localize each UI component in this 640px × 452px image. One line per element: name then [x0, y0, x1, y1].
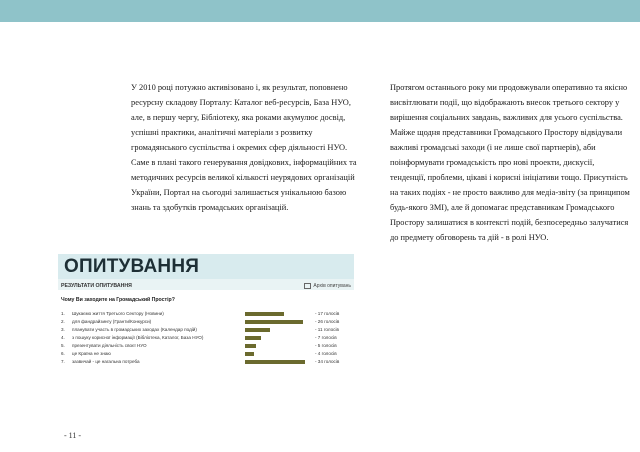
poll-option-row — [58, 326, 354, 334]
poll-option-answer: зазвичай - це нагальна потреба — [72, 359, 140, 364]
poll-option-votes: - 11 голосів — [315, 327, 339, 332]
poll-option-answer: це Країна не знаю — [72, 351, 111, 356]
poll-option-votes: - 17 голосів — [315, 311, 340, 316]
poll-options — [58, 310, 354, 366]
poll-option-row — [58, 342, 354, 350]
poll-heading: ОПИТУВАННЯ — [64, 256, 200, 277]
poll-option-row — [58, 358, 354, 366]
poll-archive-link[interactable] — [304, 283, 351, 289]
poll-results-title: РЕЗУЛЬТАТИ ОПИТУВАННЯ — [61, 283, 132, 289]
poll-option-bar — [245, 320, 303, 324]
poll-option-number: 4. — [61, 335, 65, 340]
right-column — [390, 80, 630, 245]
page-number: - 11 - — [64, 431, 82, 440]
top-color-band — [0, 0, 640, 22]
poll-option-number: 2. — [61, 319, 65, 324]
poll-option-number: 3. — [61, 327, 65, 332]
left-column — [131, 80, 359, 215]
poll-option-row — [58, 318, 354, 326]
archive-icon — [304, 283, 311, 289]
poll-option-bar — [245, 336, 261, 340]
poll-question: Чому Ви заходите на Громадський Простір? — [61, 297, 175, 303]
poll-option-bar — [245, 352, 254, 356]
poll-option-votes: - 5 голосів — [315, 343, 337, 348]
poll-option-votes: - 34 голосів — [315, 359, 340, 364]
left-paragraph: У 2010 році потужно активізовано і, як результат, поповнено ресурсну складову Порталу: Каталог веб-ресурсів, База НУО, але, в першу чергу, Бібліотеку, яка роками акумулює досвід, успішні практики, аналітичні матеріали з розвитку громадянського суспільства і окремих сфер діяльності НУО. Саме в плані такого генерування довідкових, інформаційних та методичних ресурсів великої кількості неурядових організацій України, Портал на сьогодні залишається унікальною базою знань та здобутків громадських організацій. — [131, 83, 357, 212]
poll-option-answer: з пошуку корисної інформації (Бібліотека, Каталог, База НУО) — [72, 335, 204, 340]
poll-option-votes: - 4 голосів — [315, 351, 337, 356]
poll-option-votes: - 7 голосів — [315, 335, 337, 340]
poll-option-votes: - 26 голосів — [315, 319, 340, 324]
poll-option-row — [58, 350, 354, 358]
poll-option-bar — [245, 312, 284, 316]
poll-option-number: 1. — [61, 311, 65, 316]
poll-option-bar — [245, 328, 270, 332]
poll-option-bar — [245, 360, 305, 364]
archive-label: Архів опитувань — [313, 283, 351, 289]
poll-option-answer: презентувати діяльність своєї НУО — [72, 343, 147, 348]
poll-option-row — [58, 334, 354, 342]
poll-option-answer: для фандрайзингу (Гранти/Конкурси) — [72, 319, 152, 324]
poll-widget — [58, 254, 354, 374]
poll-option-number: 7. — [61, 359, 65, 364]
poll-option-answer: планувати участь в громадських заходах (Календар подій) — [72, 327, 197, 332]
right-paragraph: Протягом останнього року ми продовжували оперативно та якісно висвітлювати події, що відображають внесок третього сектору у вирішення соціальних завдань, важливих для усього суспільства. Майже щодня представники Громадського Простору відвідували важливі громадські заходи (і не лише свої партнерів), аби поінформувати громадськість про нові проекти, дискусії, тенденції, проблеми, цікаві і корисні ініціативи тощо. Присутність на таких подіях - не просто важливо для медіа-звіту (за принципом будь-якого ЗМІ), але й допомагає представникам Громадського Простору залишатися в контексті подій, безпосередньо залучатися до предмету обговорень та дій - в ролі НУО. — [390, 83, 630, 242]
poll-option-row — [58, 310, 354, 318]
poll-option-bar — [245, 344, 256, 348]
poll-option-answer: Шукаємо життя Третього Сектору (Новини) — [72, 311, 164, 316]
poll-option-number: 5. — [61, 343, 65, 348]
poll-option-number: 6. — [61, 351, 65, 356]
